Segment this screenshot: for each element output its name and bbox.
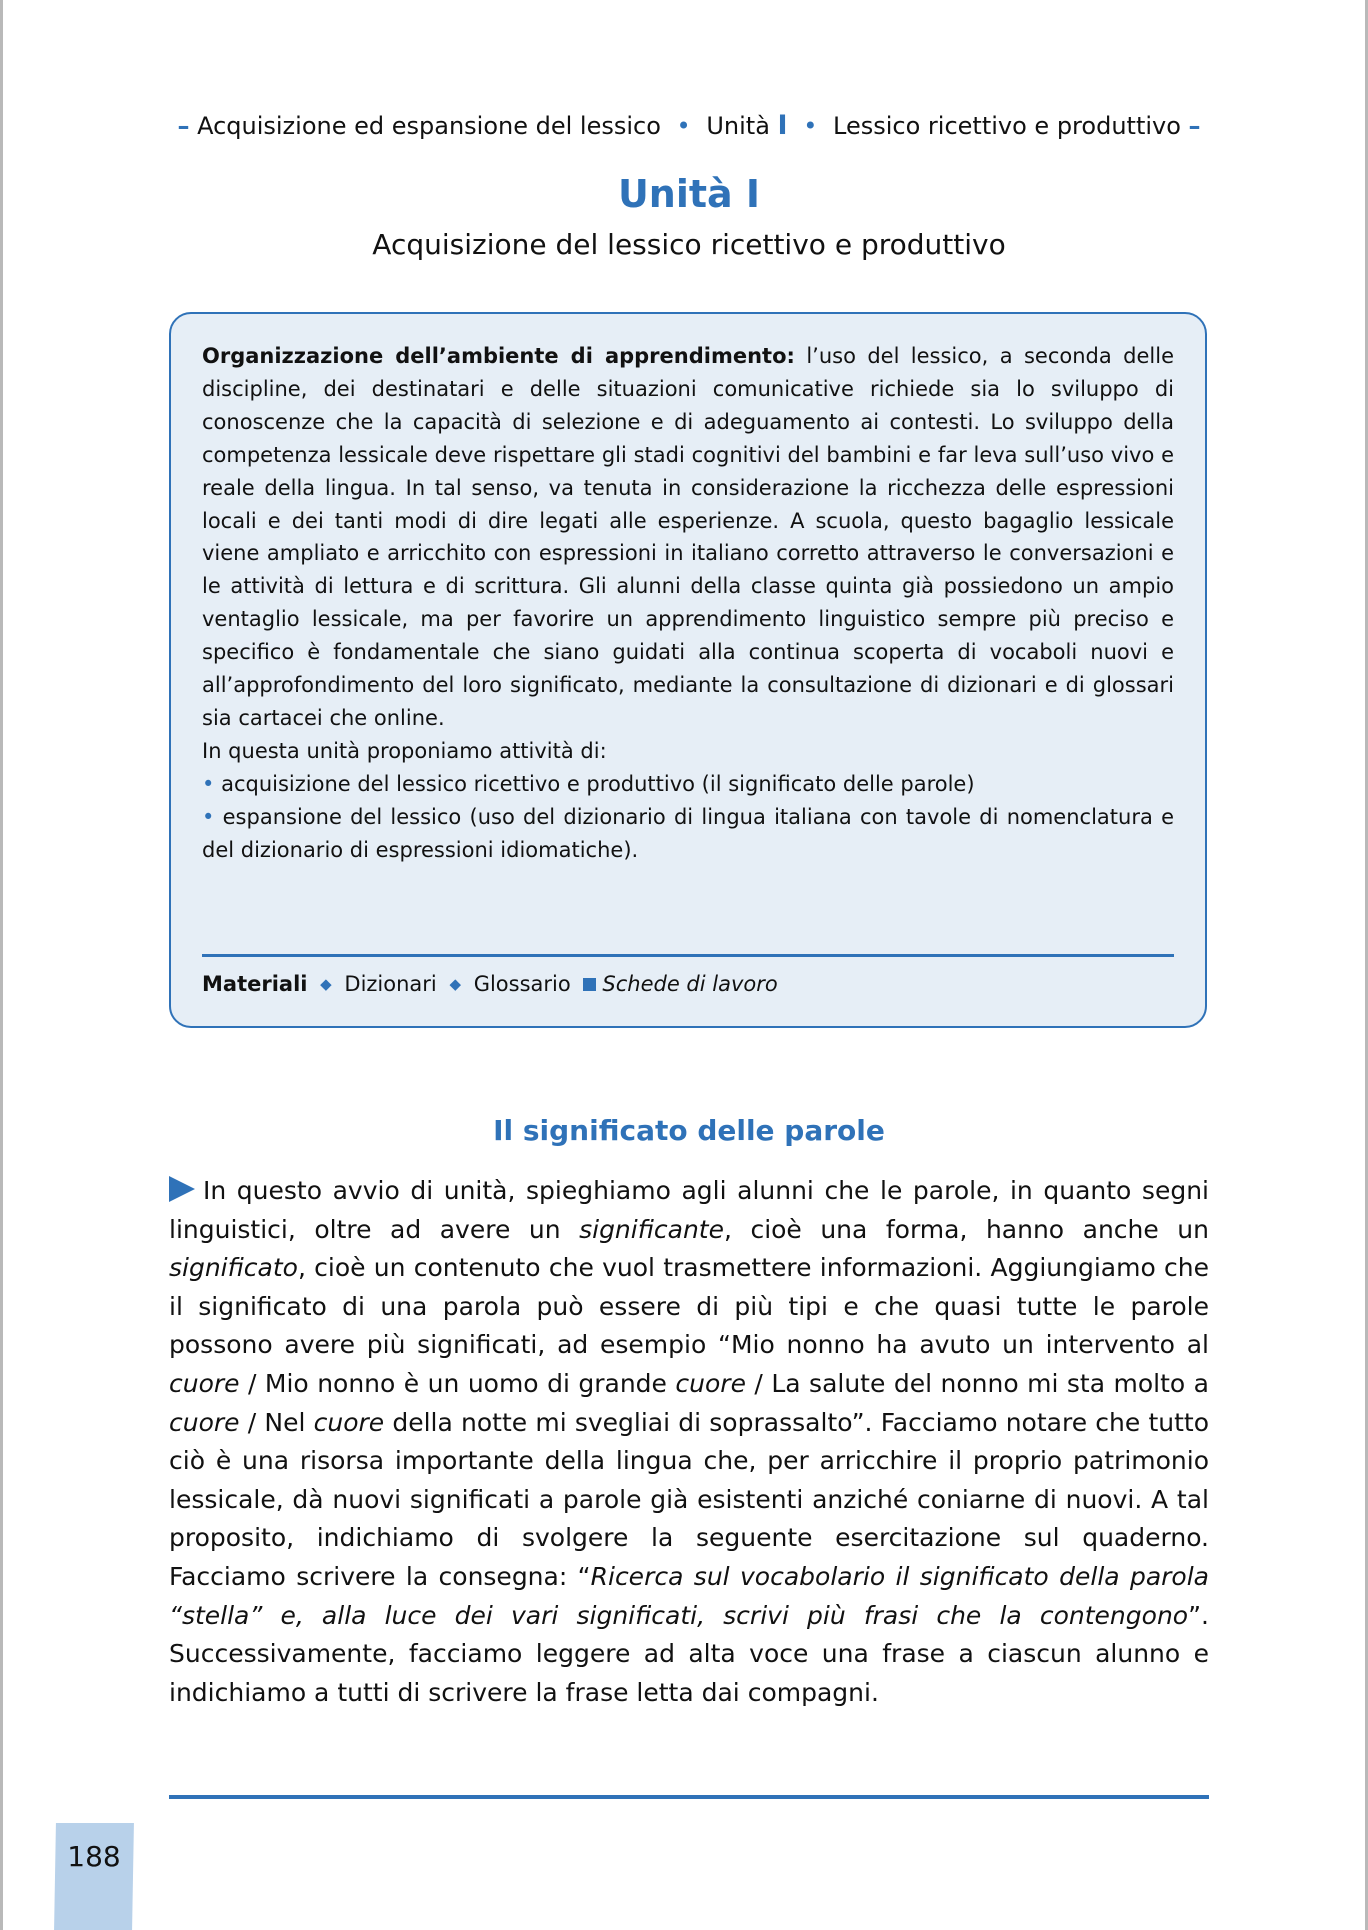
materials-line	[202, 972, 778, 996]
header-dash-right: –	[1188, 112, 1201, 140]
box-divider	[202, 954, 1174, 957]
header-dash-left: –	[177, 112, 190, 140]
body-text-segment: , cioè un contenuto che vuol trasmettere informazioni. Aggiungiamo che il significato di una parola può essere di più tipi e che quasi tutte le parole possono avere più significati, ad esempio “Mio nonno ha avuto un intervento al	[169, 1253, 1209, 1360]
header-right: Lessico ricettivo e produttivo	[833, 112, 1181, 140]
diamond-icon: ◆	[320, 975, 332, 993]
page-number: 188	[67, 1840, 121, 1873]
box-bullet: acquisizione del lessico ricettivo e produttivo (il significato delle parole)	[221, 771, 975, 796]
unit-title: Unità I	[617, 172, 761, 216]
unit-subtitle: Acquisizione del lessico ricettivo e produttivo	[372, 228, 1006, 261]
section-body	[169, 1172, 1209, 1712]
diamond-icon: ◆	[449, 975, 461, 993]
body-text-segment: In questo avvio di unità, spieghiamo agli alunni che le parole, in quanto segni linguistici, oltre ad avere un	[169, 1176, 1209, 1244]
body-text-segment: / Nel	[239, 1407, 314, 1437]
play-arrow-icon	[169, 1176, 195, 1202]
header-dot-separator: •	[803, 112, 818, 140]
body-italic-term: cuore	[313, 1407, 385, 1437]
body-italic-term: cuore	[169, 1368, 240, 1398]
materials-item: Schede di lavoro	[602, 972, 778, 996]
box-intro: In questa unità proponiamo attività di:	[202, 738, 607, 763]
header-left: Acquisizione ed espansione del lessico	[197, 112, 661, 140]
body-italic-term: significante	[579, 1214, 724, 1244]
materials-label: Materiali	[202, 972, 308, 996]
body-text-segment: / La salute del nonno mi sta molto a	[745, 1368, 1209, 1398]
running-header	[169, 110, 1209, 141]
bullet-icon: •	[202, 771, 215, 796]
box-text	[202, 340, 1174, 867]
bullet-icon: •	[202, 804, 215, 829]
square-icon	[583, 978, 596, 991]
box-lead: Organizzazione dell’ambiente di apprendimento:	[202, 344, 795, 368]
header-unit-number: I	[777, 110, 788, 141]
body-italic-term: cuore	[675, 1368, 746, 1398]
materials-item: Dizionari	[344, 972, 437, 996]
learning-environment-box	[169, 312, 1207, 1028]
box-bullet: espansione del lessico (uso del dizionario di lingua italiana con tavole di nomenclatura e del dizionario di espressioni idiomatiche).	[202, 804, 1174, 862]
body-text-segment: della notte mi svegliai di soprassalto”. Facciamo notare che tutto ciò è una risorsa importante della lingua che, per arricchire il proprio patrimonio lessicale, dà nuovi significati a parole già esistenti anziché coniarne di nuovi. A tal proposito, indichiamo di svolgere la seguente esercitazione sul quaderno. Facciamo scrivere la consegna: “	[169, 1407, 1209, 1591]
header-dot-separator: •	[676, 112, 691, 140]
materials-item: Glossario	[473, 972, 571, 996]
body-text-segment: ”. Successivamente, facciamo leggere ad alta voce una frase a ciascun alunno e indichiamo a tutti di scrivere la frase letta dai compagni.	[169, 1600, 1209, 1707]
section-title: Il significato delle parole	[493, 1114, 885, 1147]
body-italic-term: significato	[169, 1253, 298, 1283]
body-text-segment: , cioè una forma, hanno anche un	[723, 1214, 1209, 1244]
document-page	[3, 0, 1365, 1930]
header-unit-label: Unità	[706, 112, 770, 140]
bottom-rule	[169, 1795, 1209, 1799]
body-text-segment: / Mio nonno è un uomo di grande	[239, 1368, 676, 1398]
body-italic-term: cuore	[169, 1407, 240, 1437]
body-italic-instruction: Ricerca sul vocabolario il significato della parola “stella” e, alla luce dei vari significati, scrivi più frasi che la contengono	[169, 1561, 1209, 1630]
box-paragraph: l’uso del lessico, a seconda delle discipline, dei destinatari e delle situazioni comunicative richiede sia lo sviluppo di conoscenze che la capacità di selezione e di adeguamento ai contesti. Lo sviluppo della competenza lessicale deve rispettare gli stadi cognitivi del bambini e far leva sull’uso vivo e reale della lingua. In tal senso, va tenuta in considerazione la ricchezza delle espressioni locali e dei tanti modi di dire legati alle esperienze. A scuola, questo bagaglio lessicale viene ampliato e arricchito con espressioni in italiano corretto attraverso le conversazioni e le attività di lettura e di scrittura. Gli alunni della classe quinta già possiedono un ampio ventaglio lessicale, ma per favorire un apprendimento linguistico sempre più preciso e specifico è fondamentale che siano guidati alla continua scoperta di vocaboli nuovi e all’approfondimento del loro significato, mediante la consultazione di dizionari e di glossari sia cartacei che online.	[202, 344, 1174, 730]
